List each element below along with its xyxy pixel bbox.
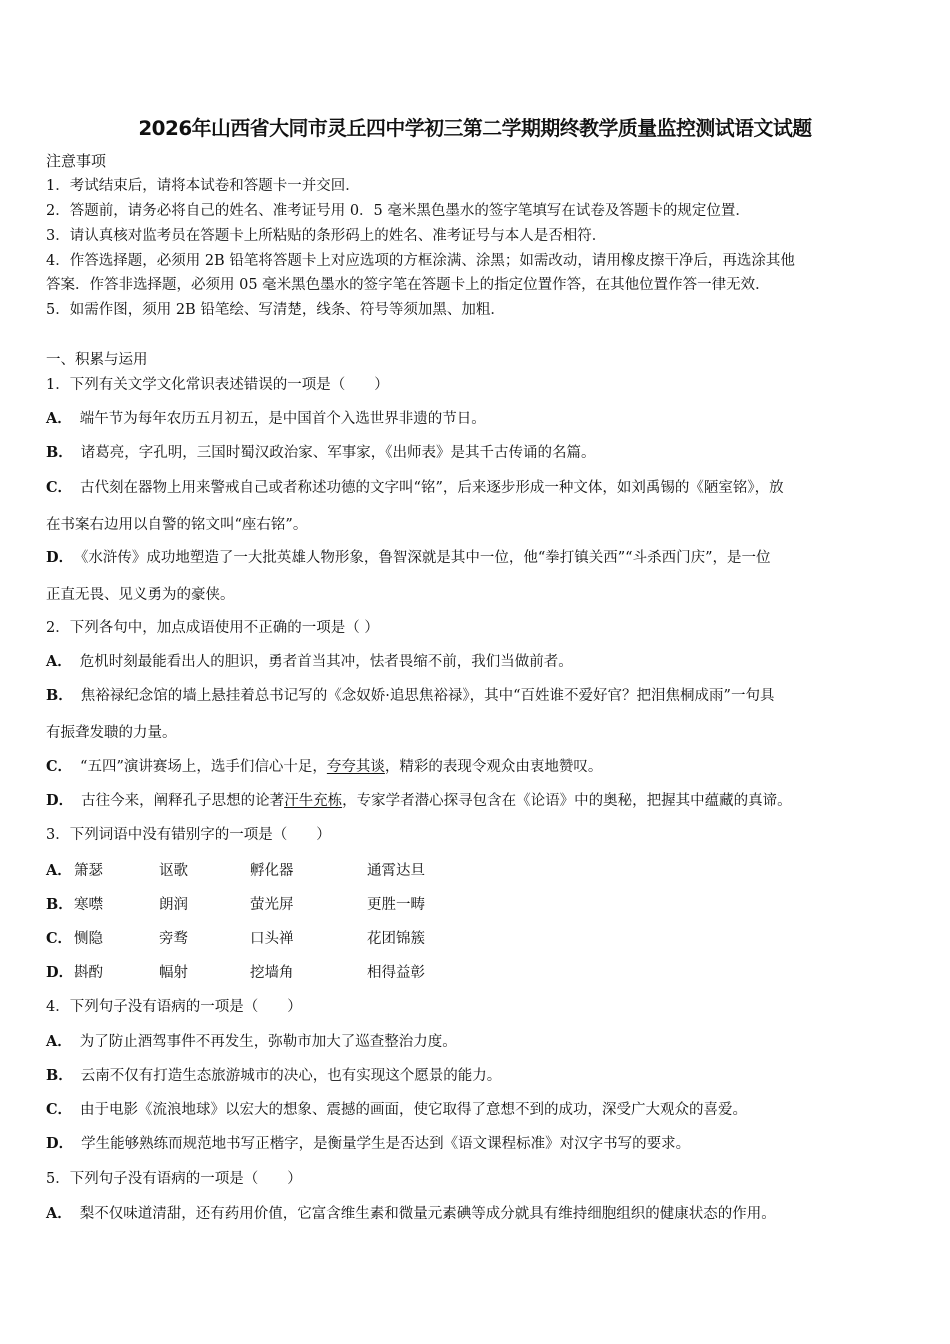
- marked-idiom: 汗牛充栋: [284, 793, 343, 809]
- q1-option-d: [46, 548, 910, 568]
- option-label: A．: [46, 1205, 72, 1222]
- option-word: 讴歌: [159, 863, 188, 879]
- option-label: C．: [46, 479, 73, 496]
- option-text: 古往今来，阐释孔子思想的论著: [81, 793, 285, 809]
- option-text: 焦裕禄纪念馆的墙上悬挂着总书记写的《念奴娇·追思焦裕禄》，其中“百姓谁不爱好官？把泪焦桐成雨”一句具: [80, 688, 775, 704]
- q1-option-b: [46, 443, 910, 463]
- q2-option-a: [46, 652, 910, 672]
- option-word: 孵化器: [250, 863, 294, 879]
- section-heading: 一、积累与运用: [46, 352, 148, 368]
- q2-option-c: [46, 757, 910, 777]
- q2-option-d: [46, 791, 910, 811]
- q1-option-c-cont: 在书案右边用以自警的铭文叫“座右铭”。: [46, 517, 308, 533]
- question-1-stem: 1．下列有关文学文化常识表述错误的一项是（ ）: [46, 377, 389, 393]
- question-3-stem: 3．下列词语中没有错别字的一项是（ ）: [46, 827, 331, 843]
- notice-item: 1．考试结束后，请将本试卷和答题卡一并交回．: [46, 178, 360, 194]
- option-label: C．: [46, 930, 73, 947]
- q2-option-b-cont: 有振聋发聩的力量。: [46, 725, 177, 741]
- q3-option-row: [46, 861, 910, 881]
- notice-item: 5．如需作图，须用 2B 铅笔绘、写清楚，线条、符号等须加黑、加粗．: [46, 302, 505, 318]
- q2-option-b: [46, 686, 910, 706]
- q3-option-row: [46, 895, 910, 915]
- option-text: 危机时刻最能看出人的胆识，勇者首当其冲，怯者畏缩不前，我们当做前者。: [79, 654, 573, 670]
- q4-option-b: [46, 1066, 910, 1086]
- option-text: “五四”演讲赛场上，选手们信心十足，: [80, 759, 327, 775]
- option-text: 云南不仅有打造生态旅游城市的决心，也有实现这个愿景的能力。: [80, 1068, 502, 1084]
- q5-option-a: [46, 1204, 910, 1224]
- option-word: 相得益彰: [367, 965, 425, 981]
- notice-heading: 注意事项: [46, 152, 107, 170]
- option-text: 梨不仅味道清甜，还有药用价值，它富含维生素和微量元素碘等成分就具有维持细胞组织的健康状态的作用。: [79, 1206, 776, 1222]
- option-label: D．: [46, 1135, 74, 1152]
- option-text: 端午节为每年农历五月初五，是中国首个入选世界非遗的节日。: [79, 411, 486, 427]
- option-text: ，专家学者潜心探寻包含在《论语》中的奥秘，把握其中蕴藏的真谛。: [342, 793, 792, 809]
- q1-option-c: [46, 478, 910, 498]
- q3-option-row: [46, 963, 910, 983]
- question-2-stem: 2．下列各句中，加点成语使用不正确的一项是（ ）: [46, 620, 379, 636]
- option-label: D．: [46, 792, 74, 809]
- option-word: 旁骛: [159, 931, 188, 947]
- q4-option-a: [46, 1032, 910, 1052]
- notice-item: 3．请认真核对监考员在答题卡上所粘贴的条形码上的姓名、准考证号与本人是否相符．: [46, 228, 607, 244]
- option-word: 箫瑟: [74, 863, 103, 879]
- q3-option-row: [46, 929, 910, 949]
- option-label: D．: [46, 964, 74, 981]
- option-text: 古代刻在器物上用来警戒自己或者称述功德的文字叫“铭”，后来逐步形成一种文体，如刘禹锡的《陋室铭》，放: [80, 480, 784, 496]
- option-word: 口头禅: [250, 931, 294, 947]
- option-word: 通霄达旦: [367, 863, 425, 879]
- notice-item: 答案．作答非选择题，必须用 05 毫米黑色墨水的签字笔在答题卡上的指定位置作答，在其他位置作答一律无效．: [46, 277, 770, 293]
- option-text: 为了防止酒驾事件不再发生，弥勒市加大了巡查整治力度。: [79, 1034, 457, 1050]
- option-label: B．: [46, 687, 73, 704]
- option-label: A．: [46, 653, 72, 670]
- option-label: B．: [46, 444, 73, 461]
- option-label: D．: [46, 549, 74, 566]
- option-text: 《水浒传》成功地塑造了一大批英雄人物形象，鲁智深就是其中一位，他“拳打镇关西”“斗杀西门庆”，是一位: [81, 550, 771, 566]
- option-label: B．: [46, 896, 73, 913]
- marked-idiom: 夸夸其谈: [326, 759, 385, 775]
- option-word: 幅射: [159, 965, 188, 981]
- option-word: 斟酌: [74, 965, 103, 981]
- option-label: C．: [46, 758, 73, 775]
- question-5-stem: 5．下列句子没有语病的一项是（ ）: [46, 1171, 302, 1187]
- q4-option-c: [46, 1100, 910, 1120]
- option-word: 寒噤: [74, 897, 103, 913]
- option-word: 朗润: [159, 897, 188, 913]
- exam-title: 2026年山西省大同市灵丘四中学初三第二学期期终教学质量监控测试语文试题: [138, 117, 812, 140]
- q4-option-d: [46, 1134, 910, 1154]
- option-label: B．: [46, 1067, 73, 1084]
- q1-option-d-cont: 正直无畏、见义勇为的豪侠。: [46, 587, 235, 603]
- option-text: ，精彩的表现令观众由衷地赞叹。: [384, 759, 603, 775]
- notice-item: 2．答题前，请务必将自己的姓名、准考证号用 0．5 毫米黑色墨水的签字笔填写在试卷及答题卡的规定位置．: [46, 203, 750, 219]
- option-text: 诸葛亮，字孔明，三国时蜀汉政治家、军事家，《出师表》是其千古传诵的名篇。: [80, 445, 596, 461]
- notice-item: 4．作答选择题，必须用 2B 铅笔将答题卡上对应选项的方框涂满、涂黑；如需改动，请用橡皮擦干净后，再选涂其他: [46, 253, 795, 269]
- option-label: A．: [46, 1033, 72, 1050]
- option-word: 挖墙角: [250, 965, 294, 981]
- option-label: A．: [46, 410, 72, 427]
- option-label: C．: [46, 1101, 73, 1118]
- option-label: A．: [46, 862, 72, 879]
- option-word: 花团锦簇: [367, 931, 425, 947]
- question-4-stem: 4．下列句子没有语病的一项是（ ）: [46, 999, 302, 1015]
- q1-option-a: [46, 409, 910, 429]
- option-text: 由于电影《流浪地球》以宏大的想象、震撼的画面，使它取得了意想不到的成功，深受广大观众的喜爱。: [80, 1102, 748, 1118]
- option-word: 恻隐: [74, 931, 103, 947]
- option-word: 更胜一畴: [367, 897, 425, 913]
- option-word: 萤光屏: [250, 897, 294, 913]
- option-text: 学生能够熟练而规范地书写正楷字，是衡量学生是否达到《语文课程标准》对汉字书写的要求。: [81, 1136, 691, 1152]
